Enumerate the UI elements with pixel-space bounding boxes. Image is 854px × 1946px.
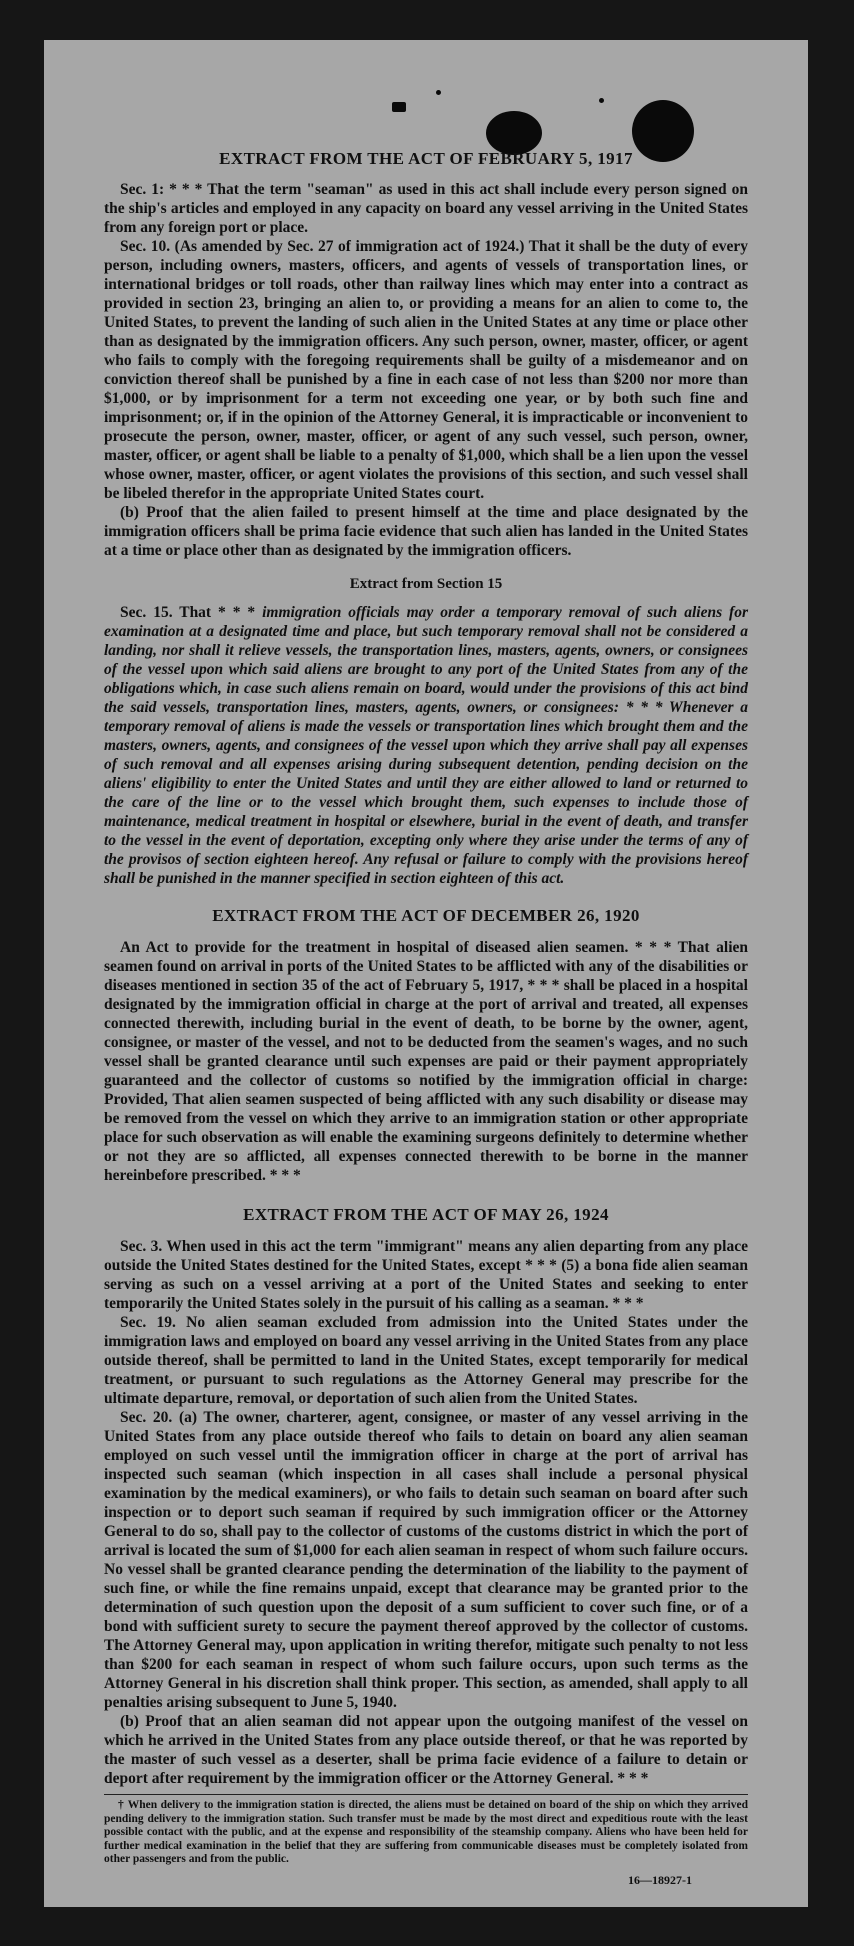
paragraph: Sec. 1: * * * That the term "seaman" as used in this act shall include every person signed on the ship's articles and employed in any capacity on board any vessel arriving in the United States from any foreign port or place. [104, 181, 748, 236]
footnote: † When delivery to the immigration station is directed, the aliens must be detained on board of the ship on which they arrived pending delivery to the immigration station. Such transfer must be made by the most direct and expeditious route with the least possible contact with the public, and at the expense and responsibility of the steamship company. Aliens who have been held for further medical examination in the belief that they are suffering from communicable diseases must be completely isolated from other passengers and from the public. [104, 1799, 748, 1866]
document-page [44, 40, 808, 1907]
section-heading: Extract from Section 15 [349, 576, 503, 592]
paragraph: (b) Proof that the alien failed to present himself at the time and place designated by the immigration officers shall be prima facie evidence that such alien has landed in the United States at a time or place other than as designated by the immigration officers. [104, 504, 748, 559]
form-code: 16—18927-1 [628, 1872, 692, 1887]
section-body [104, 180, 748, 560]
section-body [104, 603, 748, 888]
paragraph: Sec. 19. No alien seaman excluded from admission into the United States under the immigration laws and employed on board any vessel arriving in the United States from any place outside thereof, shall be permitted to land in the United States, except temporarily for medical treatment, or pursuant to such regulations as the Attorney General may prescribe for the ultimate departure, removal, or deportation of such alien from the United States. [104, 1314, 748, 1407]
paragraph [104, 603, 748, 888]
section-body [104, 1237, 748, 1788]
section-body [104, 938, 748, 1185]
paragraph: Sec. 20. (a) The owner, charterer, agent, consignee, or master of any vessel arriving in the United States from any place outside thereof who fails to detain on board any alien seaman employed on such vessel until the immigration officer in charge at the port of arrival has inspected such seaman (which inspection in all cases shall include a personal physical examination by the medical examiners), or who fails to detain such seaman on board after such inspection or to deport such seaman if required by such immigration officer or the Attorney General to do so, shall pay to the collector of customs of the customs district in which the port of arrival is located the sum of $1,000 for each alien seaman in respect of whom such failure occurs. No vessel shall be granted clearance pending the determination of the liability to the payment of such fine, or while the fine remains unpaid, except that clearance may be granted prior to the determination of such question upon the deposit of a sum sufficient to cover such fine, or of a bond with sufficient surety to secure the payment thereof approved by the collector of customs. The Attorney General may, upon application in writing therefor, mitigate such penalty to not less than $200 for each seaman in respect of whom such failure occurs, upon such terms as the Attorney General in his discretion shall think proper. This section, as amended, shall apply to all penalties arising subsequent to June 5, 1940. [104, 1409, 748, 1711]
paragraph-italic: immigration officials may order a temporary removal of such aliens for examination at a designated time and place, but such temporary removal shall not be considered a landing, nor shall it relieve vessels, the transportation lines, masters, agents, owners, or consignees of the vessel upon which said aliens are brought to any port of the United States from any of the obligations which, in case such aliens remain on board, would under the provisions of this act bind the said vessels, transportation lines, masters, agents, owners, or consignees: * * * Whenever a temporary removal of aliens is made the vessels or transportation lines which brought them and the masters, owners, agents, and consignees of the vessel upon which they arrive shall pay all expenses of such removal and all expenses arising during subsequent detention, pending decision on the aliens' eligibility to enter the United States and until they are either allowed to land or returned to the care of the line or to the vessel which brought them, such expenses to include those of maintenance, medical treatment in hospital or elsewhere, burial in the event of death, and transfer to the vessel in the event of deportation, excepting only where they arise under the terms of any of the provisos of section eighteen hereof. Any refusal or failure to comply with the provisions hereof shall be punished in the manner specified in section eighteen of this act. [104, 604, 748, 887]
paragraph-lead: Sec. 15. That * * * [120, 604, 263, 621]
paragraph: Sec. 10. (As amended by Sec. 27 of immigration act of 1924.) That it shall be the duty of every person, including owners, masters, officers, and agents of vessels of transportation lines, or international bridges or toll roads, other than railway lines which may enter into a contract as provided in section 23, bringing an alien to, or providing a means for an alien to come to, the United States, to prevent the landing of such alien in the United States at any time or place other than as designated by the immigration officers. Any such person, owner, master, officer, or agent who fails to comply with the foregoing requirements shall be guilty of a misdemeanor and on conviction thereof shall be punished by a fine in each case of not less than $200 nor more than $1,000, or by imprisonment for a term not exceeding one year, or by both such fine and imprisonment; or, if in the opinion of the Attorney General, it is impracticable or inconvenient to prosecute the person, owner, master, officer, or agent of any such vessel, such person, owner, master, officer, or agent shall be liable to a penalty of $1,000, which shall be a lien upon the vessel whose owner, master, officer, or agent violates the provisions of this section, and such vessel shall be libeled therefor in the appropriate United States court. [104, 238, 748, 502]
section-heading: EXTRACT FROM THE ACT OF MAY 26, 1924 [243, 1205, 609, 1224]
paragraph: (b) Proof that an alien seaman did not appear upon the outgoing manifest of the vessel on which he arrived in the United States from any place outside thereof, or that he was reported by the master of such vessel as a deserter, shall be prima facie evidence of a failure to detain or deport after requirement by the immigration officer or the Attorney General. * * * [104, 1713, 748, 1787]
footnote-divider [104, 1794, 748, 1795]
section-heading: EXTRACT FROM THE ACT OF FEBRUARY 5, 1917 [219, 149, 633, 168]
paragraph: An Act to provide for the treatment in hospital of diseased alien seamen. * * * That alien seamen found on arrival in ports of the United States to be afflicted with any of the disabilities or diseases mentioned in section 35 of the act of February 5, 1917, * * * shall be placed in a hospital designated by the immigration official in charge at the port of arrival and treated, all expenses connected therewith, including burial in the event of death, to be borne by the owner, agent, consignee, or master of the vessel, and not to be deducted from the seamen's wages, and no such vessel shall be granted clearance until such expenses are paid or their payment appropriately guaranteed and the collector of customs so notified by the immigration official in charge: Provided, That alien seamen suspected of being afflicted with any such disability or disease may be removed from the vessel on which they arrive to an immigration station or other appropriate place for such observation as will enable the examining surgeons definitely to determine whether or not they are so afflicted, all expenses connected therewith to be borne in the manner hereinbefore prescribed. * * * [104, 939, 748, 1184]
section-heading: EXTRACT FROM THE ACT OF DECEMBER 26, 1920 [212, 906, 640, 925]
document-content [104, 40, 748, 1888]
paragraph: Sec. 3. When used in this act the term "immigrant" means any alien departing from any place outside the United States destined for the United States, except * * * (5) a bona fide alien seaman serving as such on a vessel arriving at a port of the United States and seeking to enter temporarily the United States solely in the pursuit of his calling as a seaman. * * * [104, 1238, 748, 1312]
